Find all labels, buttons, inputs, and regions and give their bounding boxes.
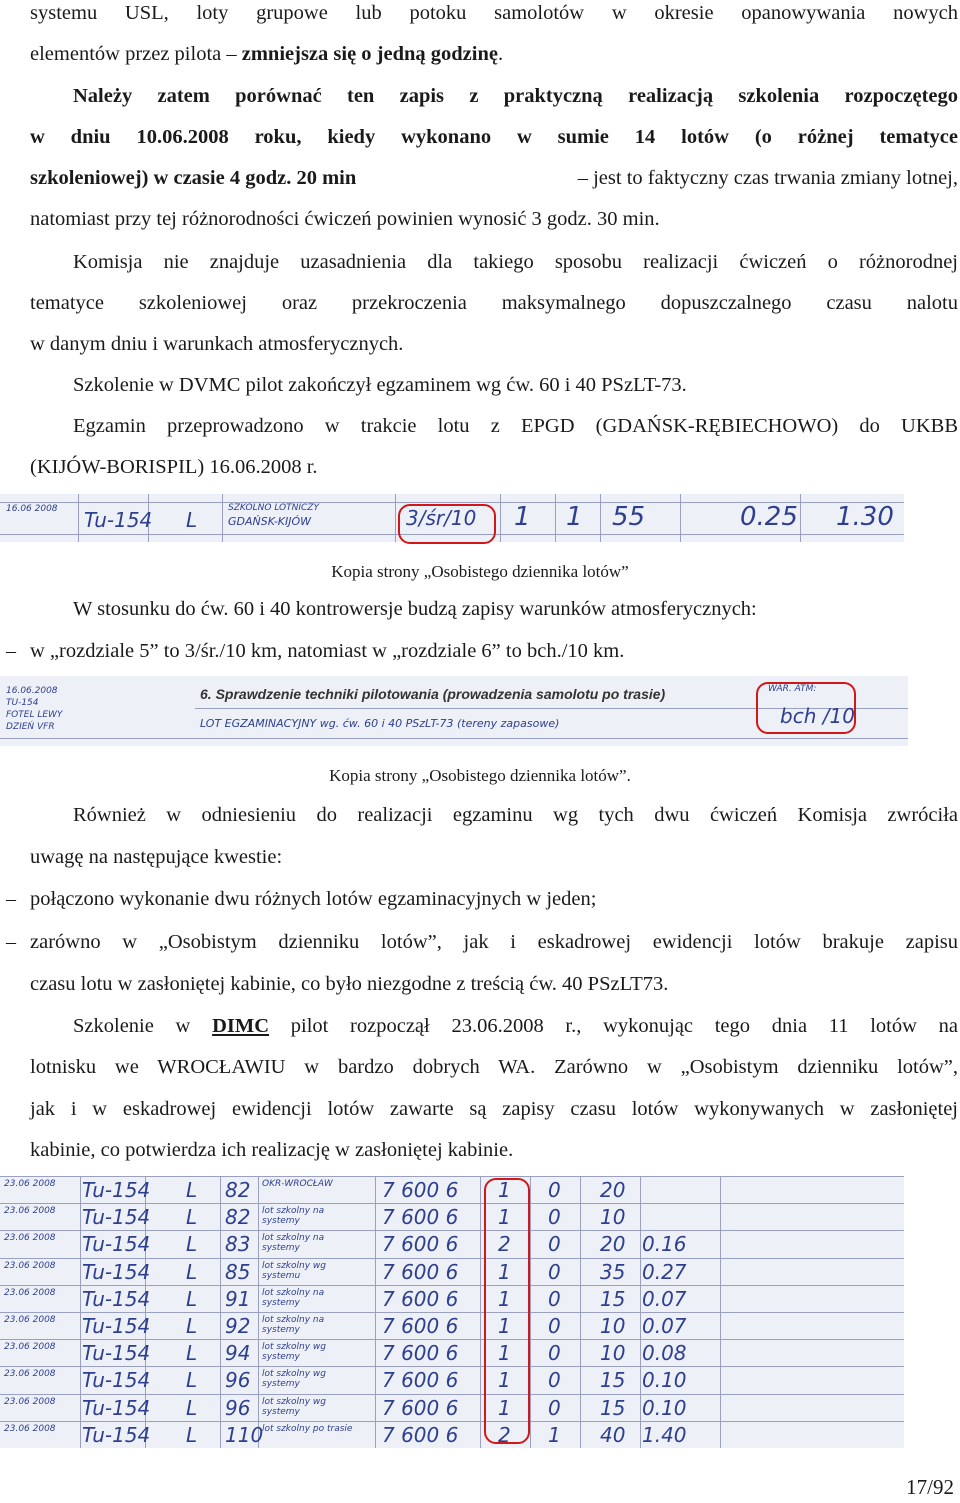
scan-cell: L (186, 1287, 198, 1311)
paragraph-line: czasu lotu w zasłoniętej kabinie, co było niezgodne z treścią ćw. 40 PSzLT73. (30, 973, 669, 995)
scan-cell: 23.06 2008 (4, 1424, 56, 1434)
paragraph-line: połączono wykonanie dwu różnych lotów egzaminacyjnych w jeden; (30, 888, 597, 910)
highlight-box (756, 682, 856, 734)
scan-row-rule (0, 1203, 904, 1204)
scan-row-rule (0, 1394, 904, 1395)
scan-row-rule (0, 1312, 904, 1313)
scan-cell: lot szkolny po trasie (262, 1424, 353, 1434)
scan-row-rule (0, 1176, 904, 1177)
paragraph-line: (KIJÓW-BORISPIL) 16.06.2008 r. (30, 456, 318, 478)
scan-cell: 0.27 (642, 1260, 687, 1284)
scan-cell: 0 (548, 1232, 561, 1256)
scan-cell: 96 (225, 1396, 251, 1420)
scan-cell: 7 600 6 (382, 1260, 459, 1284)
scan-cell: 82 (225, 1178, 251, 1202)
scan-cell: 7 600 6 (382, 1232, 459, 1256)
scan-cell: OKR-WROCŁAW (262, 1179, 333, 1189)
logbook-scan-3 (0, 1176, 904, 1448)
scan-cell: 83 (225, 1232, 251, 1256)
scan-cell: 94 (225, 1341, 251, 1365)
scan-cell: 1 (548, 1423, 561, 1447)
scan-cell: 96 (225, 1368, 251, 1392)
scan-cell: L (186, 1368, 198, 1392)
scan-cell: 35 (600, 1260, 626, 1284)
paragraph-line: szkoleniowej) w czasie 4 godz. 20 min – jest to faktyczny czas trwania zmiany lotnej, (30, 167, 958, 189)
scan-cell: 23.06 2008 (4, 1342, 56, 1352)
scan-row-rule (0, 1366, 904, 1367)
scan-cell: 40 (600, 1423, 626, 1447)
scan-col5: 1.30 (836, 502, 894, 532)
paragraph-line: w danym dniu i warunkach atmosferycznych. (30, 333, 404, 355)
scan-cell: lot szkolny wg systemy (262, 1369, 326, 1389)
scan-cell: 23.06 2008 (4, 1179, 56, 1189)
scan-cell: L (186, 1341, 198, 1365)
highlight-box (398, 504, 496, 544)
scan-route-top: SZKOLNO LOTNICZY (228, 503, 319, 513)
scan-cell: 23.06 2008 (4, 1288, 56, 1298)
scan-weather: 3/śr/10 (406, 506, 477, 530)
scan-aircraft: Tu-154 (84, 508, 153, 532)
scan-cell: Tu-154 (82, 1314, 151, 1338)
scan-cell: lot szkolny na systemy (262, 1288, 325, 1308)
scan-cell: 7 600 6 (382, 1396, 459, 1420)
scan-cell: lot szkolny wg systemy (262, 1342, 326, 1362)
scan-row-rule (0, 1258, 904, 1259)
paragraph-line: tematyce szkoleniowej oraz przekroczenia maksymalnego dopuszczalnego czasu nalotu (30, 292, 958, 314)
scan-wa-label: WAR. ATM: (768, 684, 817, 694)
scan-cell: lot szkolny na systemy (262, 1233, 325, 1253)
scan-cell: L (186, 1178, 198, 1202)
scan-cell: 23.06 2008 (4, 1397, 56, 1407)
scan-cell: 23.06 2008 (4, 1369, 56, 1379)
scan-cell: 0.07 (642, 1314, 687, 1338)
scan-cell: 1.40 (642, 1423, 687, 1447)
scan-cell: 0.16 (642, 1232, 687, 1256)
scan-row-rule (0, 1339, 904, 1340)
list-dash: – (6, 640, 16, 662)
scan-cell: 7 600 6 (382, 1314, 459, 1338)
scan-cell: 7 600 6 (382, 1423, 459, 1447)
scan-row-rule (0, 1230, 904, 1231)
scan-cell: 1 (498, 1368, 511, 1392)
scan-cell: 2 (498, 1232, 511, 1256)
scan-cell: 20 (600, 1178, 626, 1202)
paragraph-line: kabinie, co potwierdza ich realizację w zasłoniętej kabinie. (30, 1139, 514, 1161)
scan-wa-value: bch /10 (780, 704, 855, 728)
scan-cell: 0 (548, 1368, 561, 1392)
scan-cell: 7 600 6 (382, 1287, 459, 1311)
scan-cell: 0.07 (642, 1287, 687, 1311)
list-dash: – (6, 931, 16, 953)
figure-caption: Kopia strony „Osobistego dziennika lotów”. (329, 766, 631, 785)
paragraph-line: lotnisku we WROCŁAWIU w bardzo dobrych WA. Zarówno w „Osobistym dzienniku lotów”, (30, 1056, 958, 1078)
paragraph-line: Szkolenie w DIMC pilot rozpoczął 23.06.2008 r., wykonując tego dnia 11 lotów na (73, 1015, 958, 1037)
scan-cell: lot szkolny na systemy (262, 1206, 325, 1226)
scan-cell: 7 600 6 (382, 1205, 459, 1229)
paragraph-line: W stosunku do ćw. 60 i 40 kontrowersje budzą zapisy warunków atmosferycznych: (73, 598, 757, 620)
scan-cell: Tu-154 (82, 1341, 151, 1365)
scan-cell: 110 (225, 1423, 264, 1447)
scan-cell: L (186, 1314, 198, 1338)
paragraph-line: Należy zatem porównać ten zapis z praktyczną realizacją szkolenia rozpoczętego (73, 85, 958, 107)
scan-cell: 0 (548, 1178, 561, 1202)
scan-cell: 1 (498, 1341, 511, 1365)
scan-cell: 0.10 (642, 1368, 687, 1392)
scan-cell: L (186, 1205, 198, 1229)
highlight-box (484, 1178, 530, 1444)
scan-cell: 15 (600, 1396, 626, 1420)
figure-caption: Kopia strony „Osobistego dziennika lotów” (331, 562, 629, 581)
scan-cell: 7 600 6 (382, 1178, 459, 1202)
scan-cell: Tu-154 (82, 1178, 151, 1202)
scan-cell: 92 (225, 1314, 251, 1338)
scan-cell: L (186, 1396, 198, 1420)
scan-cell: L (186, 1423, 198, 1447)
scan-cell: 23.06 2008 (4, 1261, 56, 1271)
scan-note: TU-154 (6, 698, 39, 708)
scan-cell: Tu-154 (82, 1423, 151, 1447)
scan-cell: 23.06 2008 (4, 1233, 56, 1243)
page-number: 17/92 (906, 1475, 954, 1499)
scan-cell: 15 (600, 1287, 626, 1311)
scan-cell: 2 (498, 1423, 511, 1447)
paragraph-line: w „rozdziale 5” to 3/śr./10 km, natomiast w „rozdziale 6” to bch./10 km. (30, 640, 625, 662)
scan-cell: 1 (498, 1314, 511, 1338)
scan-cell: 1 (498, 1260, 511, 1284)
list-dash: – (6, 888, 16, 910)
scan-body: LOT EGZAMINACYJNY wg. ćw. 60 i 40 PSzLT-73 (tereny zapasowe) (200, 717, 560, 730)
scan-cell: 0 (548, 1260, 561, 1284)
scan-cell: Tu-154 (82, 1287, 151, 1311)
paragraph-line: Komisja nie znajduje uzasadnienia dla takiego sposobu realizacji ćwiczeń o różnorodnej (73, 251, 958, 273)
scan-cell: Tu-154 (82, 1205, 151, 1229)
scan-cell: 0.10 (642, 1396, 687, 1420)
scan-cell: L (186, 1260, 198, 1284)
paragraph-line: w dniu 10.06.2008 roku, kiedy wykonano w sumie 14 lotów (o różnej tematyce (30, 126, 958, 148)
scan-cell: 10 (600, 1314, 626, 1338)
scan-cell: 0 (548, 1205, 561, 1229)
scan-col3: 55 (612, 502, 646, 532)
paragraph-line: elementów przez pilota – zmniejsza się o jedną godzinę. (30, 43, 504, 65)
scan-cell: 23.06 2008 (4, 1315, 56, 1325)
scan-row-rule (0, 1285, 904, 1286)
scan-cell: 0 (548, 1287, 561, 1311)
scan-seat: L (186, 508, 198, 532)
scan-cell: 10 (600, 1341, 626, 1365)
scan-cell: 91 (225, 1287, 251, 1311)
scan-cell: Tu-154 (82, 1260, 151, 1284)
scan-cell: 0 (548, 1341, 561, 1365)
scan-cell: 82 (225, 1205, 251, 1229)
scan-cell: 1 (498, 1287, 511, 1311)
paragraph-line: Szkolenie w DVMC pilot zakończył egzaminem wg ćw. 60 i 40 PSzLT-73. (73, 374, 687, 396)
scan-note: DZIEŃ VFR (6, 722, 55, 732)
paragraph-line: Egzamin przeprowadzono w trakcie lotu z EPGD (GDAŃSK-RĘBIECHOWO) do UKBB (73, 415, 958, 437)
paragraph-line: jak i w eskadrowej ewidencji lotów zawarte są zapisy czasu lotów wykonywanych w zasłoniętej (30, 1098, 958, 1120)
scan-cell: 0 (548, 1396, 561, 1420)
paragraph-line: uwagę na następujące kwestie: (30, 846, 283, 868)
scan-date: 16.06 2008 (6, 504, 58, 514)
scan-cell: Tu-154 (82, 1232, 151, 1256)
scan-cell: Tu-154 (82, 1368, 151, 1392)
paragraph-line: systemu USL, loty grupowe lub potoku samolotów w okresie opanowywania nowych (30, 2, 958, 24)
scan-route: GDAŃSK-KIJÓW (228, 515, 312, 528)
scan-note: 16.06.2008 (6, 686, 58, 696)
scan-cell: Tu-154 (82, 1396, 151, 1420)
scan-cell: 1 (498, 1178, 511, 1202)
scan-cell: lot szkolny wg systemu (262, 1261, 326, 1281)
scan-col2: 1 (566, 502, 583, 532)
scan-cell: 23.06 2008 (4, 1206, 56, 1216)
scan-cell: lot szkolny na systemy (262, 1315, 325, 1335)
paragraph-line: zarówno w „Osobistym dzienniku lotów”, jak i eskadrowej ewidencji lotów brakuje zapisu (30, 931, 958, 953)
scan-note: FOTEL LEWY (6, 710, 63, 720)
scan-row-rule (0, 1421, 904, 1422)
scan-cell: L (186, 1232, 198, 1256)
scan-col4: 0.25 (740, 502, 798, 532)
scan-cell: 7 600 6 (382, 1341, 459, 1365)
scan-col1: 1 (514, 502, 531, 532)
scan-cell: 0 (548, 1314, 561, 1338)
scan-cell: 7 600 6 (382, 1368, 459, 1392)
scan-cell: 15 (600, 1368, 626, 1392)
scan-cell: 0.08 (642, 1341, 687, 1365)
paragraph-line: natomiast przy tej różnorodności ćwiczeń powinien wynosić 3 godz. 30 min. (30, 208, 660, 230)
paragraph-line: Również w odniesieniu do realizacji egzaminu wg tych dwu ćwiczeń Komisja zwróciła (73, 804, 958, 826)
scan-cell: 85 (225, 1260, 251, 1284)
scan-cell: 20 (600, 1232, 626, 1256)
scan-section-header: 6. Sprawdzenie techniki pilotowania (prowadzenia samolotu po trasie) (200, 686, 666, 702)
scan-cell: 1 (498, 1396, 511, 1420)
scan-cell: 10 (600, 1205, 626, 1229)
scan-cell: 1 (498, 1205, 511, 1229)
scan-cell: lot szkolny wg systemy (262, 1397, 326, 1417)
